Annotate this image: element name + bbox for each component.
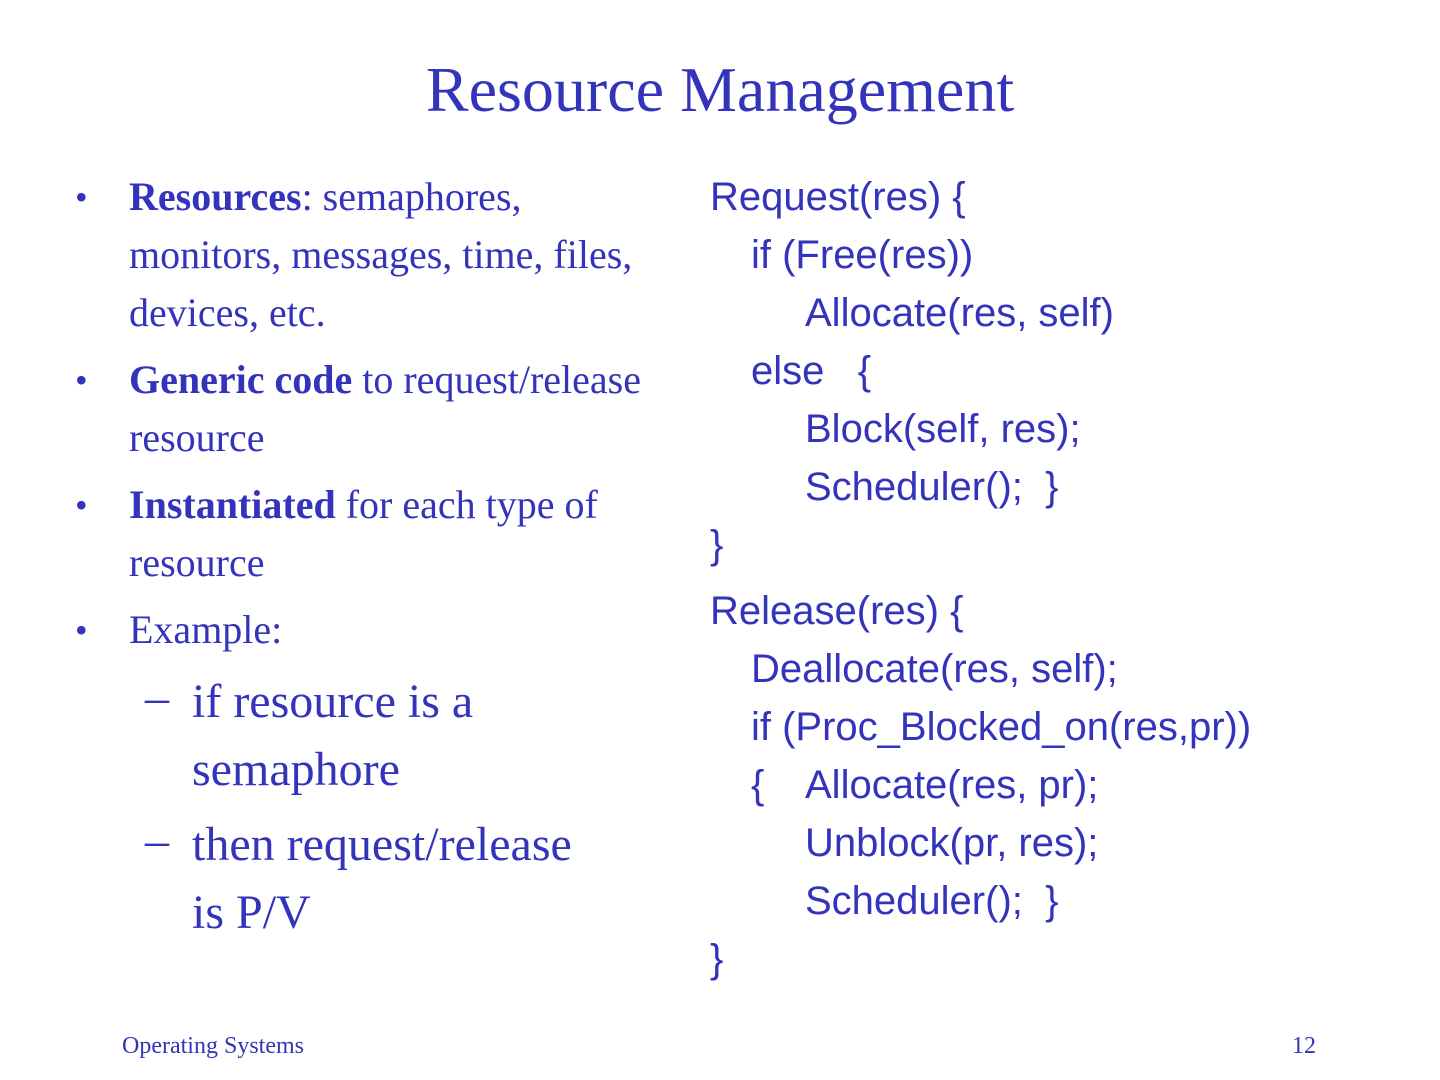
bullet-example bbox=[70, 601, 650, 659]
bullet-text: to request/release resource bbox=[129, 357, 641, 460]
bullet-dot: • bbox=[75, 485, 88, 525]
slide-number: 12 bbox=[1292, 1033, 1316, 1059]
sub-bullet-dash: – bbox=[145, 814, 169, 867]
code-brace: { bbox=[751, 763, 765, 807]
code-line: } bbox=[710, 523, 724, 567]
request-code-block bbox=[710, 168, 1410, 574]
sub-bullet-pv bbox=[70, 811, 612, 947]
bullet-list bbox=[70, 168, 650, 954]
bullet-instantiated bbox=[70, 476, 650, 592]
code-line: else { bbox=[751, 349, 872, 393]
code-line: if (Proc_Blocked_on(res,pr)) bbox=[751, 705, 1252, 749]
sub-bullet-semaphore bbox=[70, 668, 612, 804]
code-line: Release(res) { bbox=[710, 589, 964, 633]
code-line: Deallocate(res, self); bbox=[751, 647, 1118, 691]
bullet-text: Example: bbox=[129, 607, 283, 652]
slide-title: Resource Management bbox=[425, 54, 1015, 125]
bullet-bold-text: Instantiated bbox=[129, 482, 336, 527]
code-line: Scheduler(); } bbox=[805, 465, 1059, 509]
footer-course-name: Operating Systems bbox=[122, 1033, 304, 1059]
bullet-bold-text: Resources bbox=[129, 174, 302, 219]
bullet-text: for each type of resource bbox=[129, 482, 598, 585]
code-line: Allocate(res, self) bbox=[805, 291, 1114, 335]
sub-bullet-text: then request/release is P/V bbox=[192, 818, 572, 939]
bullet-text: : semaphores, monitors, messages, time, files, devices, etc. bbox=[129, 174, 633, 335]
code-line: Scheduler(); } bbox=[805, 879, 1059, 923]
bullet-dot: • bbox=[75, 177, 88, 217]
code-line: } bbox=[710, 937, 724, 981]
bullet-bold-text: Generic code bbox=[129, 357, 353, 402]
code-line bbox=[710, 756, 1410, 814]
code-panel bbox=[710, 168, 1410, 988]
code-text: Allocate(res, pr); bbox=[805, 763, 1099, 807]
code-line: if (Free(res)) bbox=[751, 233, 974, 277]
sub-bullet-dash: – bbox=[145, 671, 169, 724]
bullet-resources bbox=[70, 168, 650, 342]
code-line: Block(self, res); bbox=[805, 407, 1081, 451]
bullet-dot: • bbox=[75, 610, 88, 650]
release-code-block bbox=[710, 582, 1410, 988]
bullet-generic-code bbox=[70, 351, 650, 467]
sub-bullet-text: if resource is a semaphore bbox=[192, 675, 474, 796]
code-line: Request(res) { bbox=[710, 175, 966, 219]
code-line: Unblock(pr, res); bbox=[805, 821, 1099, 865]
bullet-dot: • bbox=[75, 360, 88, 400]
